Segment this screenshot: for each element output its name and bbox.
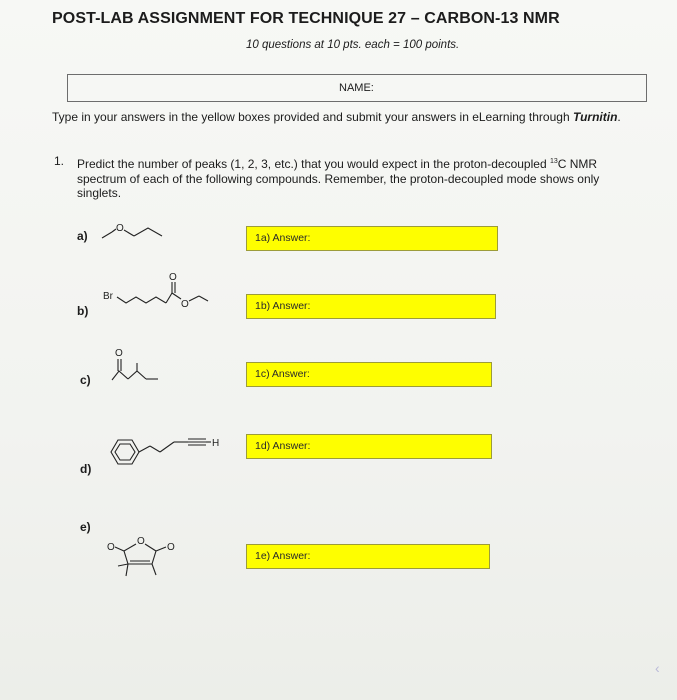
part-label-c: c) <box>80 373 91 387</box>
atom-o-b-ester: O <box>181 299 189 310</box>
answer-box-1c[interactable]: 1c) Answer: <box>246 362 492 387</box>
question-text <box>77 155 632 201</box>
part-label-b: b) <box>77 304 89 318</box>
structure-b-bromo-ester <box>100 272 220 312</box>
structure-a-diethyl-ether <box>100 218 170 248</box>
atom-o-e-ring: O <box>137 536 145 547</box>
instructions-end: . <box>617 110 621 124</box>
structure-c-ketone <box>100 344 180 384</box>
isotope-superscript: 13 <box>549 158 558 165</box>
answer-box-1e[interactable]: 1e) Answer: <box>246 544 490 569</box>
answer-box-1a[interactable]: 1a) Answer: <box>246 226 498 251</box>
atom-o-a: O <box>116 223 124 234</box>
question-text-before: Predict the number of peaks (1, 2, 3, etc.) that you would expect in the proton-decoupled <box>77 157 550 171</box>
instructions-text: Type in your answers in the yellow boxes provided and submit your answers in eLearning through <box>52 110 573 124</box>
turnitin-emphasis: Turnitin <box>572 110 618 124</box>
page-title: POST-LAB ASSIGNMENT FOR TECHNIQUE 27 – CARBON-13 NMR <box>52 10 560 27</box>
part-label-a: a) <box>77 229 88 243</box>
atom-o-c: O <box>115 348 123 359</box>
part-label-d: d) <box>80 462 92 476</box>
structure-e-dimethylmaleic-anhydride <box>100 535 190 585</box>
atom-o-e-right: O <box>167 542 175 553</box>
atom-o-e-left: O <box>107 542 115 553</box>
atom-h-d: H <box>212 438 220 449</box>
chevron-left-icon[interactable]: ‹ <box>655 660 660 676</box>
answer-box-1b[interactable]: 1b) Answer: <box>246 294 496 319</box>
structure-d-benzyl-propargyl-ether <box>100 425 240 475</box>
answer-box-1d[interactable]: 1d) Answer: <box>246 434 492 459</box>
question-text-after: C NMR spectrum of each of the following compounds. Remember, the proton-decoupled mode shows only singlets. <box>77 157 600 200</box>
atom-o-b-carbonyl: O <box>169 272 177 283</box>
instructions <box>52 110 621 124</box>
points-subtitle: 10 questions at 10 pts. each = 100 points. <box>246 39 460 51</box>
question-number: 1. <box>54 154 65 168</box>
name-label: NAME: <box>339 82 374 94</box>
atom-br-b: Br <box>103 291 113 302</box>
part-label-e: e) <box>80 520 91 534</box>
